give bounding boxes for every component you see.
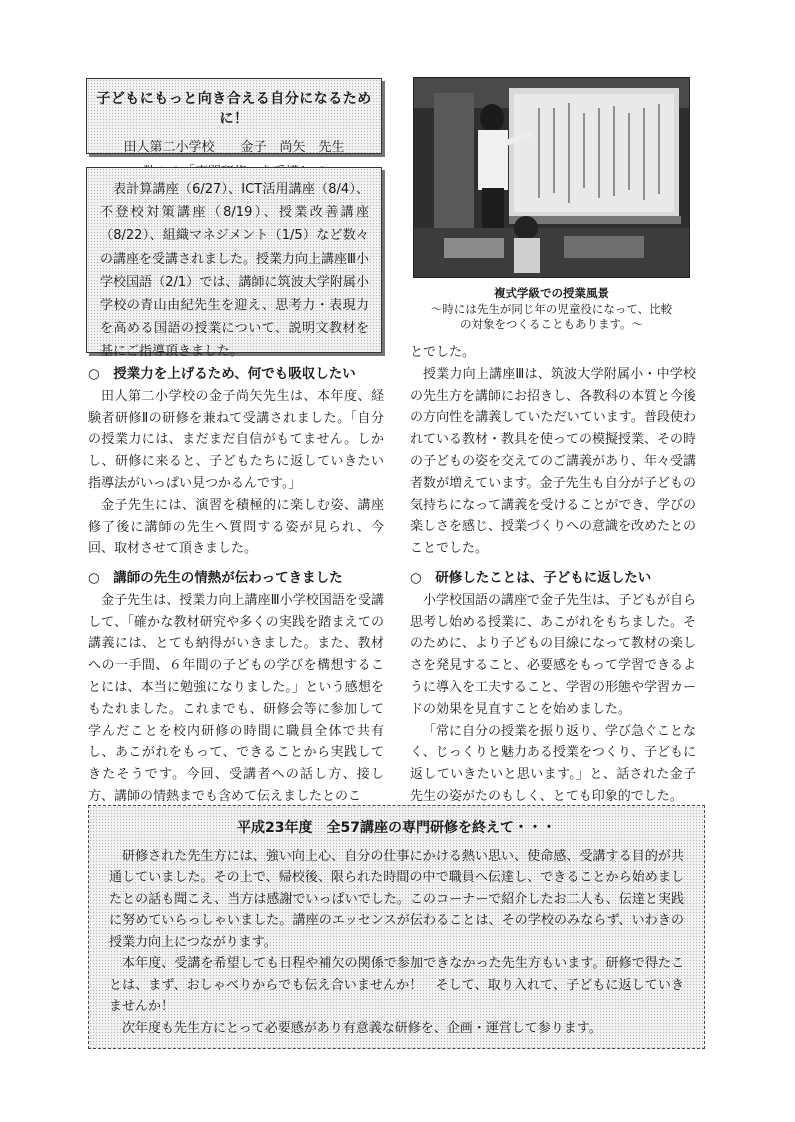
section-3-para-1: 小学校国語の講座で金子先生は、子どもが自ら思考し始める授業に、あこがれをもちました。そのために、より子どもの目線になって教材の楽しさを発見すること、必要感をもって学習できるように導入を工夫すること、学習の形態や学習カードの効果を見直すことを始めました。 [410, 592, 697, 717]
right-col-para-1: 授業力向上講座Ⅲは、筑波大学附属小・中学校の先生方を講師にお招きし、各教科の本質と今後の方向性を講義していただいています。普段使われている教材・教具を使っての模擬授業、その時の子どもの姿を交えてのご講義があり、年々受講者数が増えています。金子先生も自分が子どもの気持ちになって講義を受けることができ、学びの楽しさを感じ、授業づくりへの意識を改めたとのことでした。 [410, 366, 697, 557]
intro-text: 表計算講座（6/27）、ICT活用講座（8/4）、不登校対策講座（8/19）、授業改善講座（8/22）、組織マネジメント（1/5）など数々の講座を受講されました。授業力向上講座Ⅲ小学校国語（2/1）では、講師に筑波大学附属小学校の青山由紀先生を迎え、思考力・表現力を高める国語の授業について、説明文教材を基にご指導頂きました。 [100, 182, 369, 360]
classroom-photo [413, 77, 690, 278]
intro-box [86, 167, 382, 360]
summary-para-2: 本年度、受講を希望しても日程や補欠の関係で参加できなかった先生方もいます。研修で得たことは、まず、おしゃべりからでも伝え合いませんか！ そして、取り入れて、子どもに返していきませんか！ [109, 956, 684, 1014]
section-2 [88, 568, 384, 808]
section-1-para-1: 田人第二小学校の金子尚矢先生は、本年度、経験者研修Ⅱの研修を兼ねて受講されました。「自分の授業力には、まだまだ自信がもてません。しかし、研修に来ると、子どもたちに返していきたい指導法がいっぱい見つかるんです。」 [88, 388, 384, 491]
section-1-para-2: 金子先生には、演習を積極的に楽しむ姿、講座修了後に講師の先生へ質問する姿が見られ、今回、取材させて頂きました。 [88, 497, 384, 557]
classroom-photo-image [414, 78, 690, 278]
section-2-heading: ○ 講師の先生の情熱が伝わってきました [88, 570, 343, 586]
photo-caption-title: 複式学級での授業風景 [494, 286, 609, 300]
photo-caption [413, 302, 690, 332]
summary-para-1: 研修された先生方には、強い向上心、自分の仕事にかける熱い思い、使命感、受講する目的が共通していました。その上で、帰校後、限られた時間の中で職員へ伝達し、できることから始めましたとの話も聞こえ、当方は感謝でいっぱいでした。このコーナーで紹介したお二人も、伝達と実践に努めていらっしゃいました。講座のエッセンスが伝わることは、その学校のみならず、いわきの授業力向上につながります。 [109, 848, 684, 950]
section-2-para-1: 金子先生は、授業力向上講座Ⅲ小学校国語を受講して、「確かな教材研究や多くの実践を踏まえての講義には、とても納得がいきました。また、教材への一手間、６年間の子どもの学びを構想することには、本当に勉強になりました。」という感想をもたれました。これまでも、研修会等に参加して学んだことを校内研修の時間に職員全体で共有し、あこがれをもって、できることから実践してきたそうです。今回、受講者への話し方、接し方、講師の情熱までも含めて伝えましたとのこ [88, 592, 384, 804]
section-3 [410, 568, 696, 808]
section-1 [88, 364, 384, 560]
summary-para-3: 次年度も先生方にとって必要感があり有意義な研修を、企画・運営して参ります。 [122, 1020, 602, 1036]
right-col-continuation: とでした。 [410, 345, 476, 360]
title-box [86, 78, 382, 154]
photo-caption-line2: の対象をつくることもあります。～ [459, 317, 644, 331]
summary-title: 平成23年度 全57講座の専門研修を終えて・・・ [237, 820, 556, 836]
section-1-heading: ○ 授業力を上げるため、何でも吸収したい [88, 366, 356, 382]
section-3-heading: ○ 研修したことは、子どもに返したい [410, 570, 652, 586]
right-column [410, 342, 696, 560]
section-3-para-2: 「常に自分の授業を振り返り、学び急ぐことなく、じっくりと魅力ある授業をつくり、子どもに返していきたいと思います。」と、話された金子先生の姿がたのもしく、とても印象的でした。 [410, 723, 697, 804]
article-title: 子どもにもっと向き合える自分になるために！ [96, 91, 372, 127]
summary-box [88, 805, 705, 1049]
photo-caption-line1: ～時には先生が同じ年の児童役になって、比較 [430, 302, 673, 316]
school-teacher-line: 田人第二小学校 金子 尚矢 先生 [123, 140, 345, 155]
